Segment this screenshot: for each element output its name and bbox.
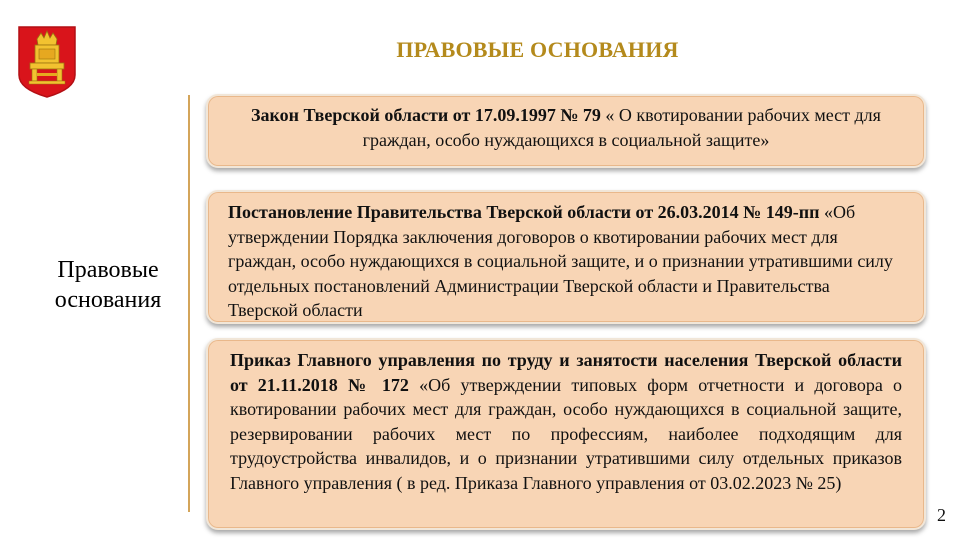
legal-basis-item-order: [206, 338, 926, 530]
vertical-divider: [188, 95, 190, 512]
side-label-line-1: Правовые: [57, 257, 159, 283]
item-text: «Об утверждении Порядка заключения договоров о квотировании рабочих мест для граждан, особо нуждающихся в социальной защите, и о признании утратившими силу отдельных постановлений Администрации Тверской области и Правительства Тверской области: [228, 202, 893, 320]
item-text: « О квотировании рабочих мест для граждан, особо нуждающихся в социальной защите»: [362, 105, 881, 150]
page-number: 2: [937, 505, 946, 525]
item-bold-title: Постановление Правительства Тверской области от 26.03.2014 № 149-пп: [228, 202, 820, 222]
item-bold-title: Закон Тверской области от 17.09.1997 № 79: [251, 105, 601, 125]
side-label: [38, 255, 178, 315]
legal-basis-item-law: [206, 94, 926, 168]
page-title: ПРАВОВЫЕ ОСНОВАНИЯ: [396, 37, 679, 62]
legal-basis-item-resolution: [206, 190, 926, 324]
item-bold-title: Приказ Главного управления по труду и занятости населения Тверской области от 21.11.2018 № 172: [230, 350, 902, 395]
item-text: «Об утверждении типовых форм отчетности и договора о квотировании рабочих мест для граждан, особо нуждающихся в социальной защите, резервировании рабочих мест по профессиям, наиболее подходящим для трудоустройства инвалидов, и о признании утратившими силу отдельных приказов Главного управления ( в ред. Приказа Главного управления от 03.02.2023 № 25): [230, 374, 902, 493]
side-label-line-2: основания: [54, 287, 162, 313]
